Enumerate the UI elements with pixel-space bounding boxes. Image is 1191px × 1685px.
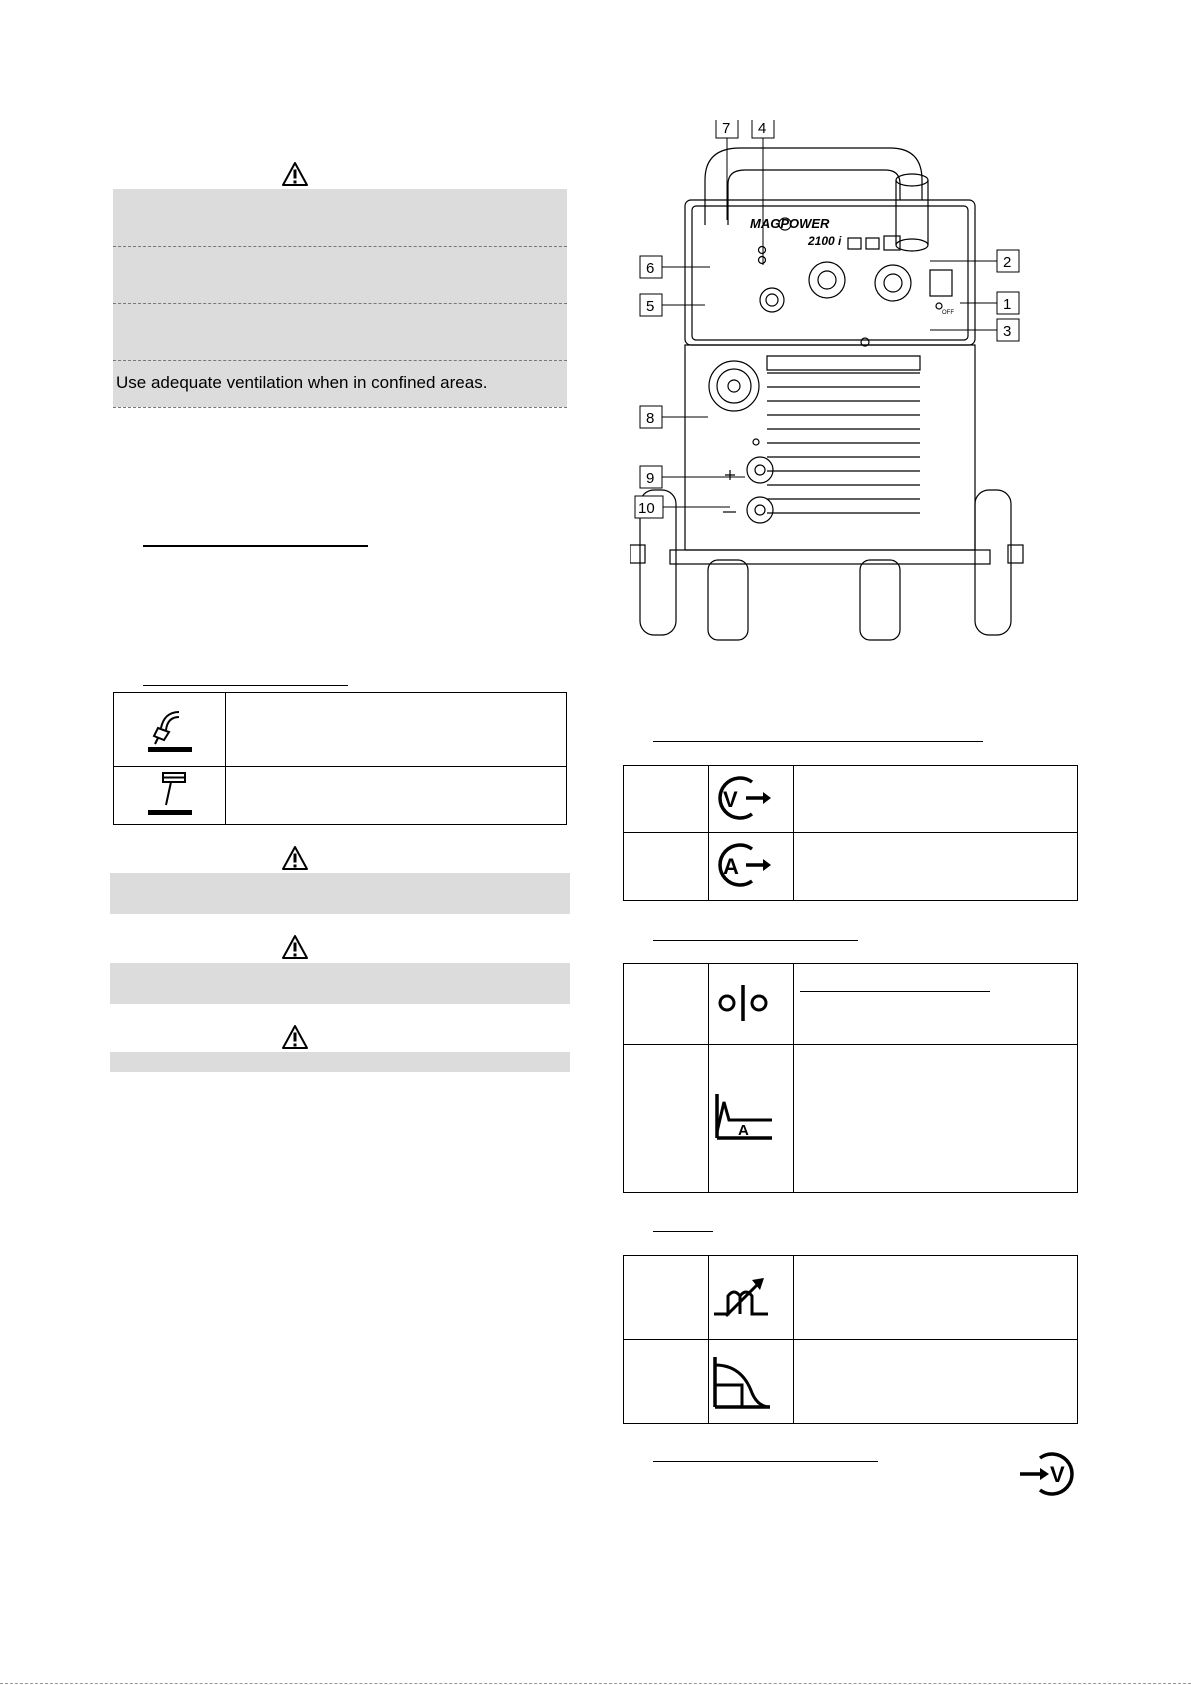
volt-meter-icon (712, 772, 774, 824)
svg-text:V: V (723, 787, 738, 812)
svg-text:3: 3 (1003, 323, 1012, 340)
amp-meter-icon (712, 839, 774, 891)
section-heading-underline (143, 545, 368, 547)
warning-triangle-icon (281, 845, 309, 871)
two-step-trigger-icon (717, 983, 769, 1023)
warning-row-4: Use adequate ventilation when in confined areas. (116, 373, 488, 392)
svg-text:7: 7 (722, 120, 731, 137)
inductance-soft-icon (712, 1274, 774, 1322)
svg-text:A: A (738, 1122, 749, 1139)
model-label: 2100 i (808, 234, 842, 248)
svg-text:6: 6 (646, 260, 655, 277)
two-step-underline (800, 991, 990, 992)
inductance-crisp-icon (712, 1355, 774, 1411)
meter-table (623, 765, 1078, 901)
inductance-heading-underline (653, 1231, 713, 1232)
svg-text:8: 8 (646, 410, 655, 427)
process-heading-underline (143, 685, 348, 686)
brand-label: MAGPOWER (750, 216, 830, 231)
meter-heading-underline (653, 741, 983, 742)
voltage-heading-underline (653, 1461, 878, 1462)
warning-triangle-icon (281, 1024, 309, 1050)
svg-text:A: A (723, 854, 739, 879)
page-bottom-rule (0, 1683, 1191, 1684)
svg-text:4: 4 (758, 120, 767, 137)
warning-box-4 (110, 1052, 570, 1072)
warning-box-3 (110, 963, 570, 1004)
switch-off-label: OFF (942, 310, 954, 316)
stick-electrode-icon (145, 771, 195, 819)
svg-text:5: 5 (646, 298, 655, 315)
welder-front-panel-diagram (630, 120, 1080, 680)
trigger-table (623, 963, 1078, 1193)
svg-text:2: 2 (1003, 254, 1012, 271)
voltage-output-icon (1018, 1449, 1080, 1499)
svg-text:V: V (1050, 1462, 1065, 1487)
warning-triangle-icon (281, 934, 309, 960)
warning-box-2 (110, 873, 570, 914)
spot-timer-icon (714, 1092, 774, 1140)
svg-text:1: 1 (1003, 296, 1012, 313)
mig-torch-icon (145, 706, 195, 756)
svg-text:10: 10 (638, 500, 655, 517)
svg-text:9: 9 (646, 470, 655, 487)
warning-triangle-icon (281, 161, 309, 187)
trigger-heading-underline (653, 940, 858, 941)
